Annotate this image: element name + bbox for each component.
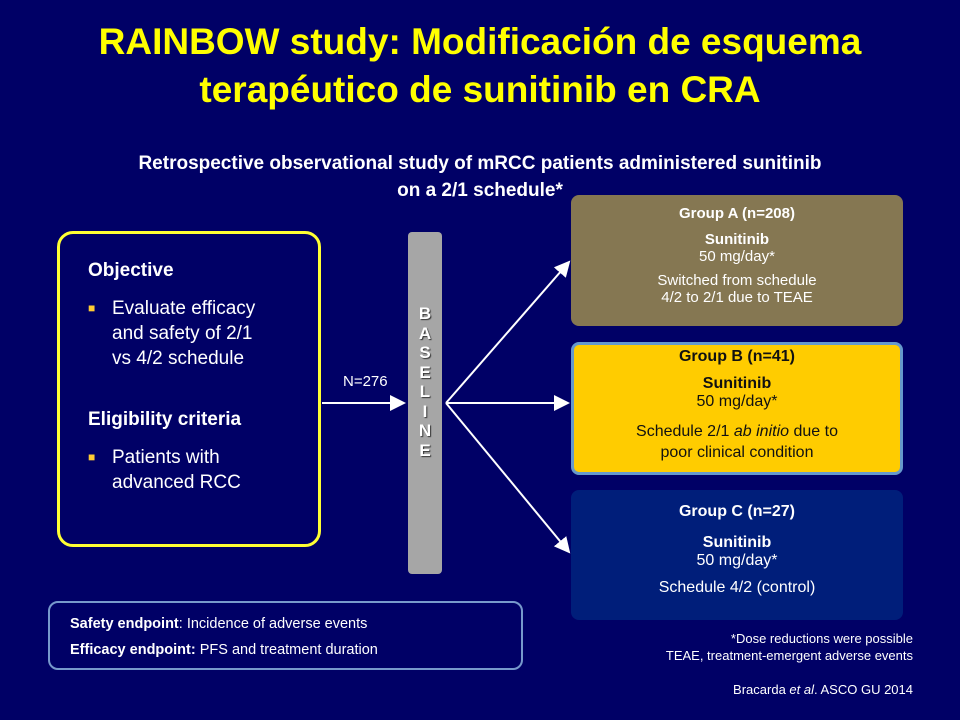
group-b-title: Group B (n=41) xyxy=(678,348,795,365)
group-a-title: Group A (n=208) xyxy=(679,205,795,222)
group-b-drug: Sunitinib xyxy=(702,375,772,392)
title-line-1: RAINBOW study: Modificación de esquema xyxy=(98,21,862,62)
group-a-dose: 50 mg/day* xyxy=(699,248,775,265)
arrow-to-group-c xyxy=(446,403,569,552)
footnotes xyxy=(666,630,913,664)
group-b-schedule: Schedule 2/1 ab initio due to poor clinical condition xyxy=(636,423,838,461)
footnote-teae: TEAE, treatment-emergent adverse events xyxy=(665,648,913,663)
group-b-dose: 50 mg/day* xyxy=(696,393,778,410)
footnote-dose: *Dose reductions were possible xyxy=(730,631,913,646)
safety-endpoint: Safety endpoint: Incidence of adverse events xyxy=(70,616,368,632)
eligibility-heading: Eligibility criteria xyxy=(88,409,242,430)
group-c-title: Group C (n=27) xyxy=(678,503,795,520)
title-line-2: terapéutico de sunitinib en CRA xyxy=(199,69,761,110)
group-a-box xyxy=(571,195,903,326)
citation: Bracarda et al. ASCO GU 2014 xyxy=(733,682,913,697)
group-a-drug: Sunitinib xyxy=(704,231,770,248)
group-c-dose: 50 mg/day* xyxy=(696,552,778,569)
square-bullet-icon: ■ xyxy=(88,301,96,315)
objective-text: Evaluate efficacy and safety of 2/1 vs 4/2 schedule xyxy=(112,298,256,369)
arrow-to-group-a xyxy=(446,262,569,403)
group-a-schedule: Switched from schedule 4/2 to 2/1 due to TEAE xyxy=(657,272,817,306)
endpoints-box xyxy=(48,601,523,670)
patient-count-label: N=276 xyxy=(343,373,388,390)
subtitle-line-1: Retrospective observational study of mRCC patients administered sunitinib xyxy=(138,153,822,174)
group-c-schedule: Schedule 4/2 (control) xyxy=(658,579,816,596)
subtitle-line-2: on a 2/1 schedule* xyxy=(397,180,563,201)
baseline-label: B A S E L I N E xyxy=(418,304,432,460)
objective-heading: Objective xyxy=(88,260,174,281)
group-b-box xyxy=(571,342,903,475)
efficacy-endpoint: Efficacy endpoint: PFS and treatment duration xyxy=(70,642,378,658)
eligibility-text: Patients with advanced RCC xyxy=(112,447,241,493)
square-bullet-icon: ■ xyxy=(88,450,96,464)
group-c-drug: Sunitinib xyxy=(702,534,772,551)
group-c-box xyxy=(571,490,903,620)
